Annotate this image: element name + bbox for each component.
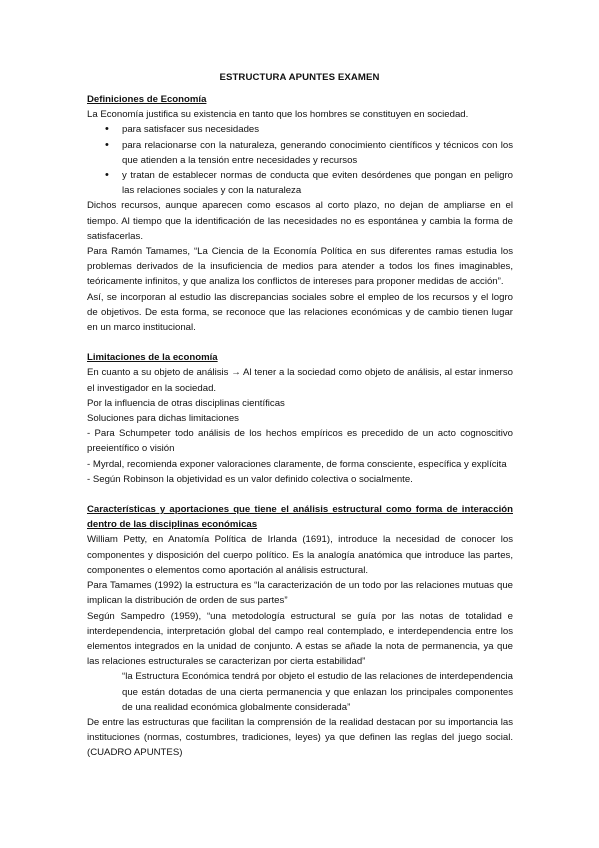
section-spacer <box>87 487 513 502</box>
paragraph: Para Ramón Tamames, “La Ciencia de la Economía Política en sus diferentes ramas estudia los problemas derivados de la insuficiencia de medios para atender a todos los fines imaginables, teóricamente infinitos, y que analiza los conflictos de intereses para proponer medidas de acción”. <box>87 246 513 288</box>
section-heading: Definiciones de Economía <box>87 94 207 105</box>
block-quote: “la Estructura Económica tendrá por objeto el estudio de las relaciones de interdependencia que están dotadas de una cierta permanencia y que enlazan los principales componentes de una realidad económica globalmente considerada” <box>122 671 513 713</box>
bullet-list <box>87 122 513 198</box>
bullet-icon: • <box>105 123 109 136</box>
list-item <box>87 168 513 198</box>
section-heading: Limitaciones de la economía <box>87 352 218 364</box>
paragraph: En cuanto a su objeto de análisis → Al tener a la sociedad como objeto de análisis, al estar inmerso el investigador en la sociedad. <box>87 367 513 394</box>
paragraph: De entre las estructuras que facilitan la comprensión de la realidad destacan por su importancia las instituciones (normas, costumbres, tradiciones, leyes) ya que definen las reglas del juego social. (CUADRO APUNTES) <box>87 716 513 759</box>
section-heading: Características y aportaciones que tiene el análisis estructural como forma de interacción dentro de las disciplinas económicas <box>87 504 513 531</box>
list-item <box>87 138 513 168</box>
paragraph: La Economía justifica su existencia en tanto que los hombres se constituyen en sociedad. <box>87 109 469 121</box>
paragraph: Por la influencia de otras disciplinas científicas <box>87 397 285 409</box>
bullet-icon: • <box>105 169 109 182</box>
bullet-icon: • <box>105 138 109 151</box>
paragraph: William Petty, en Anatomía Política de Irlanda (1691), introduce la necesidad de conocer los componentes y disposición del cuerpo político. Es la analogía anatómica que introduce las partes, componentes o elementos como aportación al análisis estructural. <box>87 534 513 576</box>
paragraph: Dichos recursos, aunque aparecen como escasos al corto plazo, no dejan de ampliarse en el tiempo. Al tiempo que la identificación de las necesidades no es espontánea y cambia la forma de satisfacerlas. <box>87 200 513 242</box>
document-body <box>87 92 513 761</box>
list-item-text: para relacionarse con la naturaleza, generando conocimiento científicos y técnicos con los que atienden a la tensión entre necesidades y recursos <box>122 139 513 166</box>
paragraph: - Para Schumpeter todo análisis de los hechos empíricos es precedido de un acto cognoscitivo preeientífico o visión <box>87 428 513 455</box>
paragraph: Soluciones para dichas limitaciones <box>87 413 239 425</box>
list-item-text: para satisfacer sus necesidades <box>122 124 260 136</box>
list-item <box>87 122 513 137</box>
section-spacer <box>87 335 513 350</box>
document-title: ESTRUCTURA APUNTES EXAMEN <box>219 72 380 83</box>
paragraph: - Según Robinson la objetividad es un valor definido colectiva o socialmente. <box>87 473 413 485</box>
list-item-text: y tratan de establecer normas de conducta que eviten desórdenes que pongan en peligro las relaciones sociales y con la naturaleza <box>122 170 513 197</box>
paragraph: Según Sampedro (1959), “una metodología estructural se guía por las notas de totalidad e interdependencia, interpretación global del campo real contemplado, e interdependencia entre los elementos integrados en la unidad de conjunto. A estas se añade la nota de permanencia, ya que las relaciones estructurales se caracterizan por cierta estabilidad” <box>87 610 513 668</box>
paragraph: - Myrdal, recomienda exponer valoraciones claramente, de forma consciente, específica y explícita <box>87 458 507 470</box>
paragraph: Así, se incorporan al estudio las discrepancias sociales sobre el empleo de los recursos y el logro de objetivos. De esta forma, se reconoce que las relaciones económicas y de cambio tienen lugar en un marco institucional. <box>87 291 513 334</box>
paragraph: Para Tamames (1992) la estructura es “la caracterización de un todo por las relaciones mutuas que implican la distribución de orden de sus partes” <box>87 580 513 607</box>
